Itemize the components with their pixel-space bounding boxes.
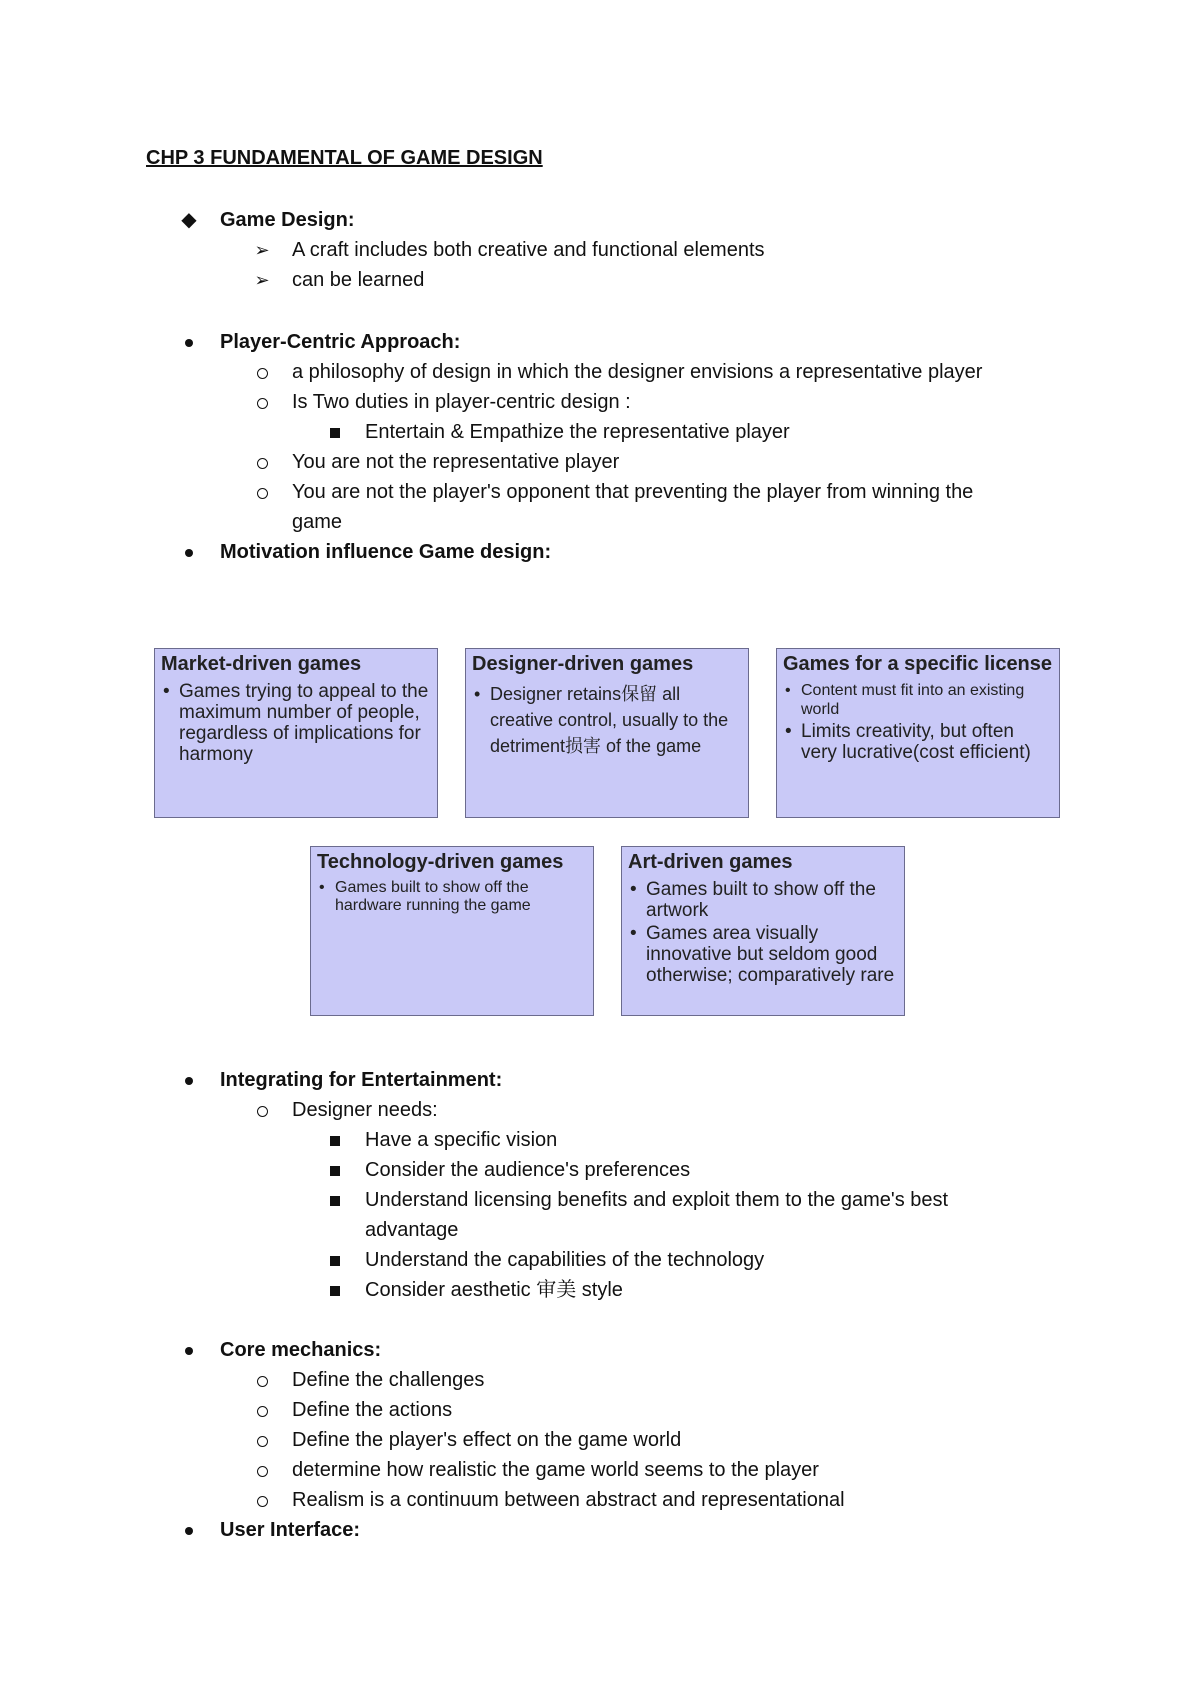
- square-bullet-icon: [325, 1275, 345, 1305]
- circle-bullet-icon: [252, 447, 272, 477]
- dot-bullet-icon: [179, 1515, 199, 1545]
- list-item: Define the player's effect on the game world: [292, 1429, 682, 1451]
- box-bullet: • Limits creativity, but often very lucrative(cost efficient): [801, 721, 1053, 763]
- box-title: Art-driven games: [628, 851, 793, 873]
- square-bullet-icon: [325, 1185, 345, 1215]
- list-item: Define the actions: [292, 1399, 453, 1421]
- circle-bullet-icon: [252, 1095, 272, 1125]
- dot-bullet-icon: [179, 327, 199, 357]
- list-item: determine how realistic the game world seems to the player: [292, 1459, 819, 1481]
- section-heading-player-centric: Player-Centric Approach:: [220, 331, 461, 353]
- section-heading-motivation: Motivation influence Game design:: [220, 541, 552, 563]
- diagram-box-market-driven: [154, 648, 438, 818]
- section-heading-user-interface: User Interface:: [220, 1519, 361, 1541]
- box-bullet: • Games built to show off the hardware running the game: [335, 879, 587, 915]
- section-heading-integrating: Integrating for Entertainment:: [220, 1069, 503, 1091]
- dot-bullet-icon: [179, 1335, 199, 1365]
- list-item: Understand licensing benefits and exploit them to the game's best: [365, 1189, 949, 1211]
- page-title: CHP 3 FUNDAMENTAL OF GAME DESIGN: [146, 147, 543, 169]
- arrow-bullet-icon: ➢: [254, 240, 270, 260]
- list-item: Understand the capabilities of the technology: [365, 1249, 765, 1271]
- diagram-box-technology-driven: [310, 846, 594, 1016]
- list-item: You are not the player's opponent that preventing the player from winning the: [292, 481, 974, 503]
- circle-bullet-icon: [252, 1365, 272, 1395]
- box-bullet: • Games built to show off the artwork: [646, 879, 898, 921]
- list-item: Define the challenges: [292, 1369, 485, 1391]
- box-bullets: [317, 879, 587, 915]
- box-bullet: • Designer retains保留 all creative control, usually to the detriment损害 of the game: [490, 681, 742, 759]
- box-bullets: [161, 681, 431, 765]
- box-title: Games for a specific license: [783, 653, 1053, 675]
- box-bullet: • Games trying to appeal to the maximum number of people, regardless of implications for harmony: [179, 681, 431, 765]
- diamond-bullet-icon: ◆: [181, 209, 197, 231]
- list-item: Realism is a continuum between abstract and representational: [292, 1489, 845, 1511]
- list-item: You are not the representative player: [292, 451, 620, 473]
- square-bullet-icon: [325, 1125, 345, 1155]
- box-title: Technology-driven games: [317, 851, 564, 873]
- circle-bullet-icon: [252, 1455, 272, 1485]
- circle-bullet-icon: [252, 357, 272, 387]
- list-item: Entertain & Empathize the representative player: [365, 421, 790, 443]
- box-title: Designer-driven games: [472, 653, 694, 675]
- list-item: Consider aesthetic 审美 style: [365, 1279, 623, 1301]
- circle-bullet-icon: [252, 1395, 272, 1425]
- dot-bullet-icon: [179, 537, 199, 567]
- list-item: can be learned: [292, 269, 425, 291]
- arrow-bullet-icon: ➢: [254, 270, 270, 290]
- section-heading-core-mechanics: Core mechanics:: [220, 1339, 382, 1361]
- circle-bullet-icon: [252, 387, 272, 417]
- box-title: Market-driven games: [161, 653, 362, 675]
- box-bullets: [628, 879, 898, 986]
- circle-bullet-icon: [252, 1485, 272, 1515]
- list-item: A craft includes both creative and functional elements: [292, 239, 765, 261]
- square-bullet-icon: [325, 1245, 345, 1275]
- circle-bullet-icon: [252, 477, 272, 507]
- list-item: Have a specific vision: [365, 1129, 558, 1151]
- box-bullet: • Games area visually innovative but seldom good otherwise; comparatively rare: [646, 923, 898, 986]
- list-item: a philosophy of design in which the designer envisions a representative player: [292, 361, 983, 383]
- list-item: Consider the audience's preferences: [365, 1159, 691, 1181]
- list-item: Designer needs:: [292, 1099, 438, 1121]
- square-bullet-icon: [325, 417, 345, 447]
- list-item: Is Two duties in player-centric design :: [292, 391, 631, 413]
- list-item-continuation: advantage: [365, 1219, 459, 1241]
- diagram-box-specific-license: [776, 648, 1060, 818]
- box-bullet: • Content must fit into an existing world: [801, 681, 1053, 719]
- section-heading-game-design: Game Design:: [220, 209, 355, 231]
- diagram-box-designer-driven: [465, 648, 749, 818]
- box-bullets: [472, 681, 742, 759]
- list-item-continuation: game: [292, 511, 343, 533]
- circle-bullet-icon: [252, 1425, 272, 1455]
- dot-bullet-icon: [179, 1065, 199, 1095]
- square-bullet-icon: [325, 1155, 345, 1185]
- box-bullets: [783, 681, 1053, 763]
- diagram-box-art-driven: [621, 846, 905, 1016]
